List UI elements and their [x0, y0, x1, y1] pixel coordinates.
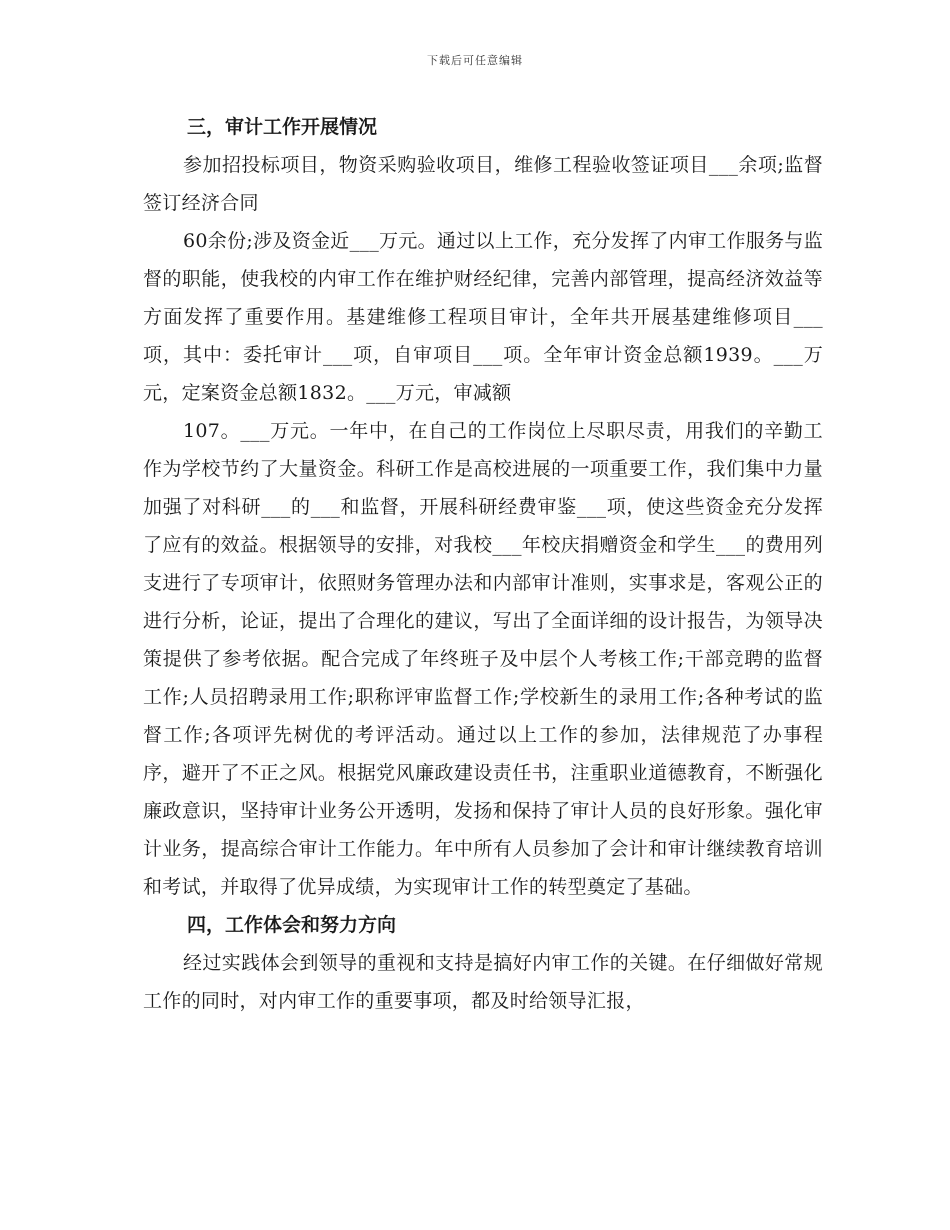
paragraph: 参加招投标项目，物资采购验收项目，维修工程验收签证项目___余项;监督签订经济合同	[143, 154, 823, 214]
section-heading-experience-direction: 四，工作体会和努力方向	[187, 914, 397, 936]
page-header: 下载后可任意编辑	[427, 54, 523, 67]
document-body	[143, 108, 823, 1020]
paragraph: 经过实践体会到领导的重视和支持是搞好内审工作的关键。在仔细做好常规工作的同时，对内审工作的重要事项，都及时给领导汇报，	[143, 952, 823, 1012]
section-heading-audit-work: 三，审计工作开展情况	[187, 116, 378, 138]
paragraph: 107。___万元。一年中，在自己的工作岗位上尽职尽责，用我们的辛勤工作为学校节约了大量资金。科研工作是高校进展的一项重要工作，我们集中力量加强了对科研___的___和监督，开展科研经费审鉴___项，使这些资金充分发挥了应有的效益。根据领导的安排，对我校___年校庆捐赠资金和学生___的费用列支进行了专项审计，依照财务管理办法和内部审计准则，实事求是，客观公正的进行分析，论证，提出了合理化的建议，写出了全面详细的设计报告，为领导决策提供了参考依据。配合完成了年终班子及中层个人考核工作;干部竞聘的监督工作;人员招聘录用工作;职称评审监督工作;学校新生的录用工作;各种考试的监督工作;各项评先树优的考评活动。通过以上工作的参加，法律规范了办事程序，避开了不正之风。根据党风廉政建设责任书，注重职业道德教育，不断强化廉政意识，坚持审计业务公开透明，发扬和保持了审计人员的良好形象。强化审计业务，提高综合审计工作能力。年中所有人员参加了会计和审计继续教育培训和考试，并取得了优异成绩，为实现审计工作的转型奠定了基础。	[143, 420, 823, 898]
paragraph: 60余份;涉及资金近___万元。通过以上工作，充分发挥了内审工作服务与监督的职能，使我校的内审工作在维护财经纪律，完善内部管理，提高经济效益等方面发挥了重要作用。基建维修工程项目审计，全年共开展基建维修项目___项，其中：委托审计___项，自审项目___项。全年审计资金总额1939。___万元，定案资金总额1832。___万元，审减额	[143, 230, 823, 404]
